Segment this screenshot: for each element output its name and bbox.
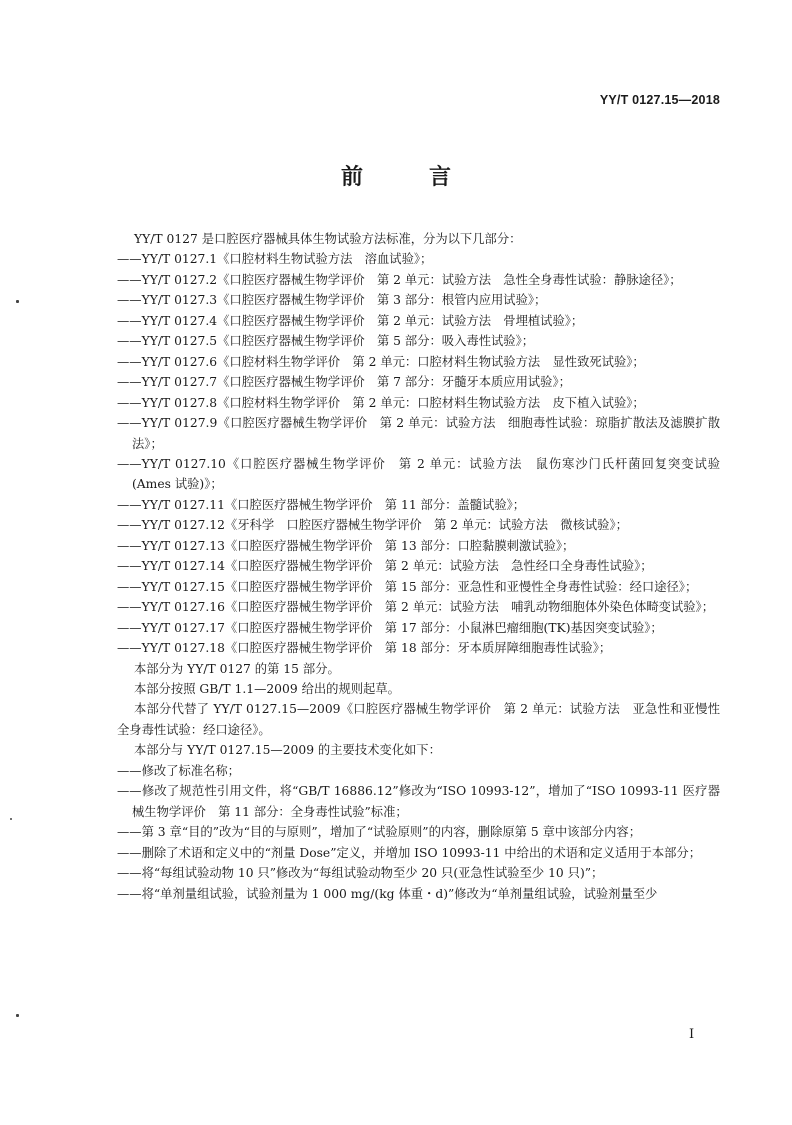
page-title: 前 言	[340, 165, 473, 190]
scan-speck	[10, 818, 12, 820]
list-item: ——YY/T 0127.15《口腔医疗器械生物学评价 第 15 部分：亚急性和亚慢性全身毒性试验：经口途径》；	[117, 579, 698, 594]
paragraph: YY/T 0127 是口腔医疗器械具体生物试验方法标准，分为以下几部分：	[134, 232, 522, 246]
list-item: ——第 3 章“目的”改为“目的与原则”，增加了“试验原则”的内容，删除原第 5 章中该部分内容；	[117, 825, 641, 840]
list-item: ——YY/T 0127.14《口腔医疗器械生物学评价 第 2 单元：试验方法 急性经口全身毒性试验》；	[117, 559, 653, 574]
list-item: ——修改了规范性引用文件，将“GB/T 16886.12”修改为“ISO 10993-12”，增加了“ISO 10993-11 医疗器械生物学评价 第 11 部分：全身毒性试验”标准；	[117, 784, 720, 819]
list-item: ——YY/T 0127.12《牙科学 口腔医疗器械生物学评价 第 2 单元：试验方法 微核试验》；	[117, 518, 628, 533]
list-item: ——YY/T 0127.5《口腔医疗器械生物学评价 第 5 部分：吸入毒性试验》；	[117, 334, 535, 349]
list-item: ——YY/T 0127.4《口腔医疗器械生物学评价 第 2 单元：试验方法 骨埋植试验》；	[117, 313, 584, 328]
list-item: ——修改了标准名称；	[117, 763, 240, 778]
list-item: ——YY/T 0127.6《口腔材料生物学评价 第 2 单元：口腔材料生物试验方法 显性致死试验》；	[117, 354, 645, 369]
list-item: ——YY/T 0127.13《口腔医疗器械生物学评价 第 13 部分：口腔黏膜刺激试验》；	[117, 538, 575, 553]
list-item: ——YY/T 0127.3《口腔医疗器械生物学评价 第 3 部分：根管内应用试验》；	[117, 293, 547, 308]
list-item: ——YY/T 0127.2《口腔医疗器械生物学评价 第 2 单元：试验方法 急性全身毒性试验：静脉途径》；	[117, 272, 682, 287]
paragraph: 本部分代替了 YY/T 0127.15—2009《口腔医疗器械生物学评价 第 2 单元：试验方法 亚急性和亚慢性全身毒性试验：经口途径》。	[117, 702, 720, 737]
document-body	[117, 229, 720, 904]
list-item: ——YY/T 0127.18《口腔医疗器械生物学评价 第 18 部分：牙本质屏障细胞毒性试验》；	[117, 641, 612, 656]
page-number: I	[689, 1027, 695, 1042]
scan-speck	[16, 300, 19, 303]
list-item: ——YY/T 0127.8《口腔材料生物学评价 第 2 单元：口腔材料生物试验方法 皮下植入试验》；	[117, 395, 645, 410]
list-item: ——YY/T 0127.1《口腔材料生物试验方法 溶血试验》；	[117, 252, 433, 267]
scan-speck	[16, 1014, 19, 1017]
paragraph: 本部分与 YY/T 0127.15—2009 的主要技术变化如下：	[134, 743, 441, 758]
list-item: ——YY/T 0127.7《口腔医疗器械生物学评价 第 7 部分：牙髓牙本质应用试验》；	[117, 375, 571, 390]
list-item: ——YY/T 0127.17《口腔医疗器械生物学评价 第 17 部分：小鼠淋巴瘤细胞(TK)基因突变试验》；	[117, 620, 663, 635]
paragraph: 本部分按照 GB/T 1.1—2009 给出的规则起草。	[134, 681, 400, 696]
paragraph: 本部分为 YY/T 0127 的第 15 部分。	[134, 661, 340, 676]
list-item: ——将“单剂量组试验，试验剂量为 1 000 mg/(kg 体重・d)”修改为“单剂量组试验，试验剂量至少	[117, 886, 658, 901]
document-code: YY/T 0127.15—2018	[599, 93, 720, 107]
list-item: ——YY/T 0127.16《口腔医疗器械生物学评价 第 2 单元：试验方法 哺乳动物细胞体外染色体畸变试验》；	[117, 600, 715, 615]
list-item: ——删除了术语和定义中的“剂量 Dose”定义，并增加 ISO 10993-11 中给出的术语和定义适用于本部分；	[117, 845, 702, 860]
list-item: ——YY/T 0127.10《口腔医疗器械生物学评价 第 2 单元：试验方法 鼠伤寒沙门氏杆菌回复突变试验(Ames 试验)》；	[117, 456, 720, 492]
list-item: ——YY/T 0127.9《口腔医疗器械生物学评价 第 2 单元：试验方法 细胞毒性试验：琼脂扩散法及滤膜扩散法》；	[117, 416, 720, 451]
list-item: ——YY/T 0127.11《口腔医疗器械生物学评价 第 11 部分：盖髓试验》；	[117, 497, 526, 512]
list-item: ——将“每组试验动物 10 只”修改为“每组试验动物至少 20 只(亚急性试验至少 10 只)”；	[117, 866, 604, 881]
